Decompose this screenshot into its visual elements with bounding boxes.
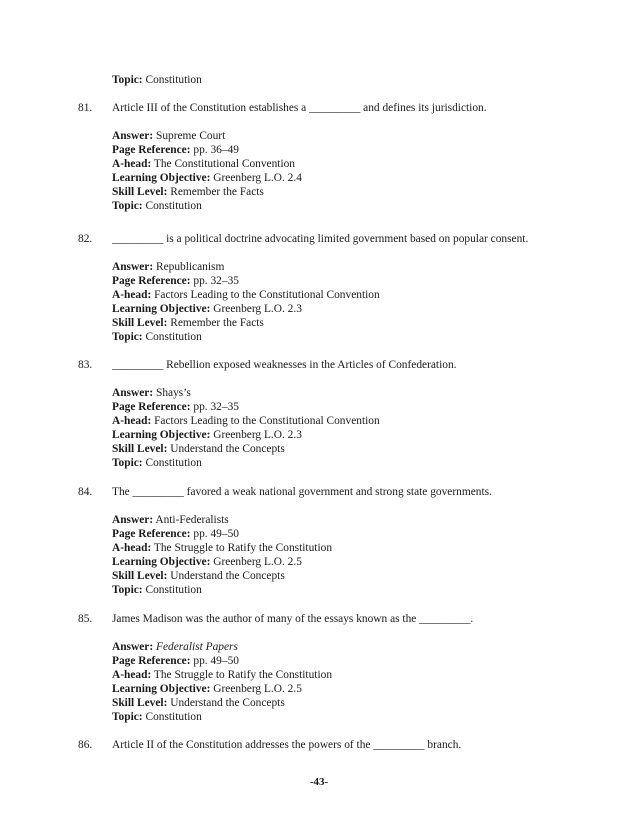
ahead-value: Factors Leading to the Constitutional Convention xyxy=(154,289,380,301)
topic-label: Topic: xyxy=(112,74,143,86)
page-ref-value: pp. 36–49 xyxy=(193,144,239,156)
skill-line xyxy=(112,316,380,330)
question-meta xyxy=(112,260,380,344)
objective-value: Greenberg L.O. 2.3 xyxy=(213,303,302,315)
answer-label: Answer: xyxy=(112,387,154,399)
topic-label: Topic: xyxy=(112,584,143,596)
page-ref-line xyxy=(112,654,332,668)
question-meta xyxy=(112,129,302,213)
skill-value: Understand the Concepts xyxy=(170,443,285,455)
page-ref-line xyxy=(112,143,302,157)
question-number: 81. xyxy=(78,102,93,114)
topic-label: Topic: xyxy=(112,457,143,469)
topic-line xyxy=(112,583,332,597)
question-text: _________ is a political doctrine advocating limited government based on popular consent. xyxy=(112,233,529,245)
objective-label: Learning Objective: xyxy=(112,556,211,568)
skill-value: Understand the Concepts xyxy=(170,570,285,582)
question-text: The _________ favored a weak national government and strong state governments. xyxy=(112,486,492,498)
page-number: -43- xyxy=(309,776,329,788)
objective-value: Greenberg L.O. 2.5 xyxy=(213,683,302,695)
skill-value: Understand the Concepts xyxy=(170,697,285,709)
skill-line xyxy=(112,696,332,710)
question-number: 83. xyxy=(78,359,93,371)
page-ref-value: pp. 32–35 xyxy=(193,275,239,287)
objective-label: Learning Objective: xyxy=(112,429,211,441)
question-text: James Madison was the author of many of the essays known as the _________. xyxy=(112,613,474,625)
topic-label: Topic: xyxy=(112,711,143,723)
answer-line xyxy=(112,640,332,654)
answer-line xyxy=(112,386,380,400)
ahead-label: A-head: xyxy=(112,415,152,427)
question-text: Article III of the Constitution establishes a _________ and defines its jurisdiction. xyxy=(112,102,487,114)
skill-label: Skill Level: xyxy=(112,570,168,582)
objective-line xyxy=(112,682,332,696)
ahead-value: The Constitutional Convention xyxy=(153,158,295,170)
skill-label: Skill Level: xyxy=(112,443,168,455)
ahead-line xyxy=(112,157,302,171)
question-meta xyxy=(112,386,380,470)
page-ref-label: Page Reference: xyxy=(112,655,191,667)
answer-value: Republicanism xyxy=(155,261,225,273)
topic-label: Topic: xyxy=(112,200,143,212)
answer-line xyxy=(112,513,332,527)
topic-value: Constitution xyxy=(145,711,202,723)
answer-value: Federalist Papers xyxy=(155,641,238,653)
intro-topic xyxy=(112,73,202,87)
page-ref-value: pp. 49–50 xyxy=(193,528,239,540)
skill-line xyxy=(112,442,380,456)
answer-label: Answer: xyxy=(112,514,154,526)
answer-label: Answer: xyxy=(112,261,154,273)
ahead-label: A-head: xyxy=(112,669,152,681)
objective-label: Learning Objective: xyxy=(112,683,211,695)
ahead-value: The Struggle to Ratify the Constitution xyxy=(153,542,333,554)
question-meta xyxy=(112,513,332,597)
page-ref-line xyxy=(112,400,380,414)
topic-value: Constitution xyxy=(145,457,202,469)
question-number: 86. xyxy=(78,739,93,751)
ahead-line xyxy=(112,414,380,428)
skill-value: Remember the Facts xyxy=(170,186,264,198)
topic-line xyxy=(112,330,380,344)
page-ref-value: pp. 32–35 xyxy=(193,401,239,413)
objective-value: Greenberg L.O. 2.3 xyxy=(213,429,302,441)
answer-label: Answer: xyxy=(112,130,154,142)
answer-value: Supreme Court xyxy=(155,130,226,142)
question-number: 85. xyxy=(78,613,93,625)
objective-label: Learning Objective: xyxy=(112,303,211,315)
skill-label: Skill Level: xyxy=(112,317,168,329)
page-ref-value: pp. 49–50 xyxy=(193,655,239,667)
ahead-line xyxy=(112,541,332,555)
ahead-value: The Struggle to Ratify the Constitution xyxy=(153,669,333,681)
objective-line xyxy=(112,302,380,316)
ahead-label: A-head: xyxy=(112,289,152,301)
topic-label: Topic: xyxy=(112,331,143,343)
skill-line xyxy=(112,569,332,583)
answer-line xyxy=(112,129,302,143)
objective-line xyxy=(112,171,302,185)
objective-label: Learning Objective: xyxy=(112,172,211,184)
answer-line xyxy=(112,260,380,274)
answer-label: Answer: xyxy=(112,641,154,653)
skill-label: Skill Level: xyxy=(112,186,168,198)
question-text: Article II of the Constitution addresses the powers of the _________ branch. xyxy=(112,739,462,751)
objective-value: Greenberg L.O. 2.4 xyxy=(213,172,302,184)
topic-line xyxy=(112,456,380,470)
topic-line xyxy=(112,710,332,724)
answer-value: Shays’s xyxy=(155,387,191,399)
skill-line xyxy=(112,185,302,199)
page-ref-label: Page Reference: xyxy=(112,401,191,413)
page-ref-line xyxy=(112,274,380,288)
topic-value: Constitution xyxy=(145,200,202,212)
ahead-label: A-head: xyxy=(112,542,152,554)
objective-line xyxy=(112,555,332,569)
topic-value: Constitution xyxy=(145,584,202,596)
question-meta xyxy=(112,640,332,724)
page-ref-label: Page Reference: xyxy=(112,144,191,156)
page-ref-label: Page Reference: xyxy=(112,275,191,287)
topic-value: Constitution xyxy=(145,74,202,86)
objective-line xyxy=(112,428,380,442)
question-number: 84. xyxy=(78,486,93,498)
ahead-value: Factors Leading to the Constitutional Convention xyxy=(154,415,380,427)
page-ref-label: Page Reference: xyxy=(112,528,191,540)
question-text: _________ Rebellion exposed weaknesses in the Articles of Confederation. xyxy=(112,359,457,371)
answer-value: Anti-Federalists xyxy=(155,514,229,526)
question-number: 82. xyxy=(78,233,93,245)
skill-label: Skill Level: xyxy=(112,697,168,709)
ahead-line xyxy=(112,668,332,682)
ahead-label: A-head: xyxy=(112,158,152,170)
page-ref-line xyxy=(112,527,332,541)
skill-value: Remember the Facts xyxy=(170,317,264,329)
objective-value: Greenberg L.O. 2.5 xyxy=(213,556,302,568)
ahead-line xyxy=(112,288,380,302)
topic-value: Constitution xyxy=(145,331,202,343)
topic-line xyxy=(112,199,302,213)
